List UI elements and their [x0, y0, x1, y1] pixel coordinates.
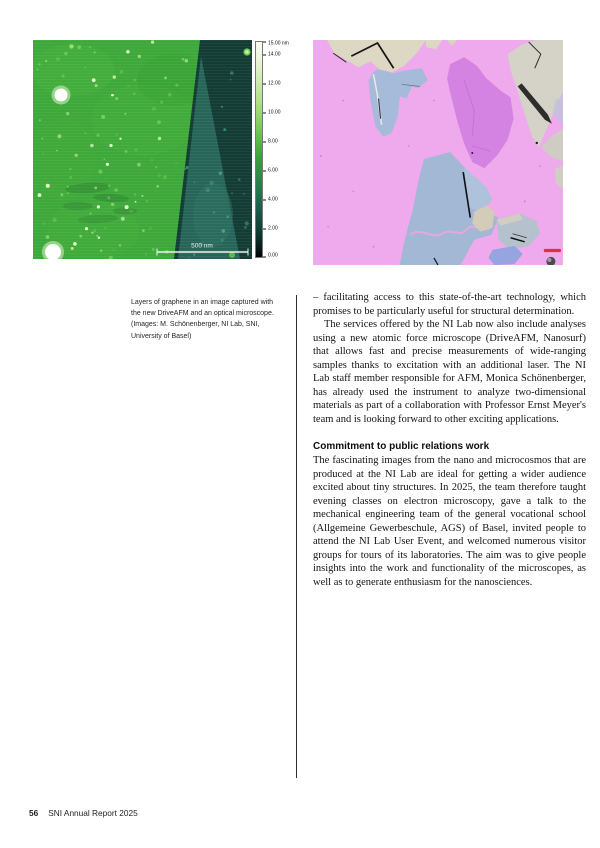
- paragraph-ni-lab-services: The services offered by the NI Lab now also include analyses using a new atomic force microscope (DriveAFM, Nanosurf) that allows fast and precise measurements of wide-ranging samples thanks to excitation with an additional laser. The NI Lab staff member responsible for AFM, Monica Schönenberger, has already used the instrument to analyze two-dimensional materials as part of a collaboration with Professor Ernst Meyer's team and is looking forward to other exciting applications.: [313, 319, 586, 425]
- page-footer: [29, 808, 138, 818]
- paragraph-public-relations: The fascinating images from the nano and microcosmos that are produced at the NI Lab are ideal for getting a wider audience excited about tiny structures. In 2025, the team therefore taught evening classes on electron microscopy, gave a talk to the mechanical engineering team of the general vocational school (Allgemeine Gewerbeschule, AGS) of Basel, invited people to attend the NI Lab User Event, and welcomed numerous visitor groups for tours of its laboratories. The aim was to give people insights into the work and functionality of the microscopes, as well as to generate enthusiasm for the nanosciences.: [313, 454, 586, 588]
- colorbar-tick-label: 12.00: [268, 80, 281, 87]
- optical-scale-bar: [544, 249, 561, 252]
- column-divider: [296, 295, 297, 778]
- colorbar-tick-label: 10.00: [268, 109, 281, 116]
- colorbar-tick: [263, 229, 266, 230]
- colorbar-tick: [263, 113, 266, 114]
- afm-colorbar: [255, 41, 303, 258]
- afm-image-svg: [33, 40, 252, 259]
- article-column: [313, 291, 586, 589]
- colorbar-tick: [263, 55, 266, 56]
- optical-microscope-image: [313, 40, 563, 265]
- afm-colorbar-gradient: [255, 41, 263, 258]
- colorbar-tick: [263, 257, 266, 258]
- colorbar-tick-label: 14.00: [268, 51, 281, 58]
- paragraph-continuation: – facilitating access to this state-of-the-art technology, which promises to be particularly useful for structural determination.: [313, 292, 586, 317]
- section-heading: Commitment to public relations work: [313, 440, 490, 452]
- colorbar-tick: [263, 171, 266, 172]
- figure-caption: Layers of graphene in an image captured with the new DriveAFM and an optical microscope. (Images: M. Schönenberger, NI Lab, SNI, University of Basel): [131, 299, 274, 340]
- colorbar-tick: [263, 142, 266, 143]
- page-number: 56: [29, 808, 39, 818]
- colorbar-tick: [263, 200, 266, 201]
- colorbar-tick: [263, 42, 266, 43]
- colorbar-tick-label: 8.00: [268, 138, 278, 145]
- afm-image: [33, 40, 252, 259]
- colorbar-tick-label: 0.00: [268, 252, 278, 259]
- afm-scanlines: [33, 40, 252, 259]
- colorbar-tick: [263, 84, 266, 85]
- afm-scale-bar-label: 500 nm: [191, 242, 213, 250]
- report-title: SNI Annual Report 2025: [48, 808, 138, 818]
- colorbar-tick-label: 4.00: [268, 196, 278, 203]
- optical-image-svg: [313, 40, 563, 265]
- colorbar-tick-label: 15.00 nm: [268, 40, 289, 47]
- colorbar-tick-label: 2.00: [268, 225, 278, 232]
- colorbar-tick-label: 6.00: [268, 167, 278, 174]
